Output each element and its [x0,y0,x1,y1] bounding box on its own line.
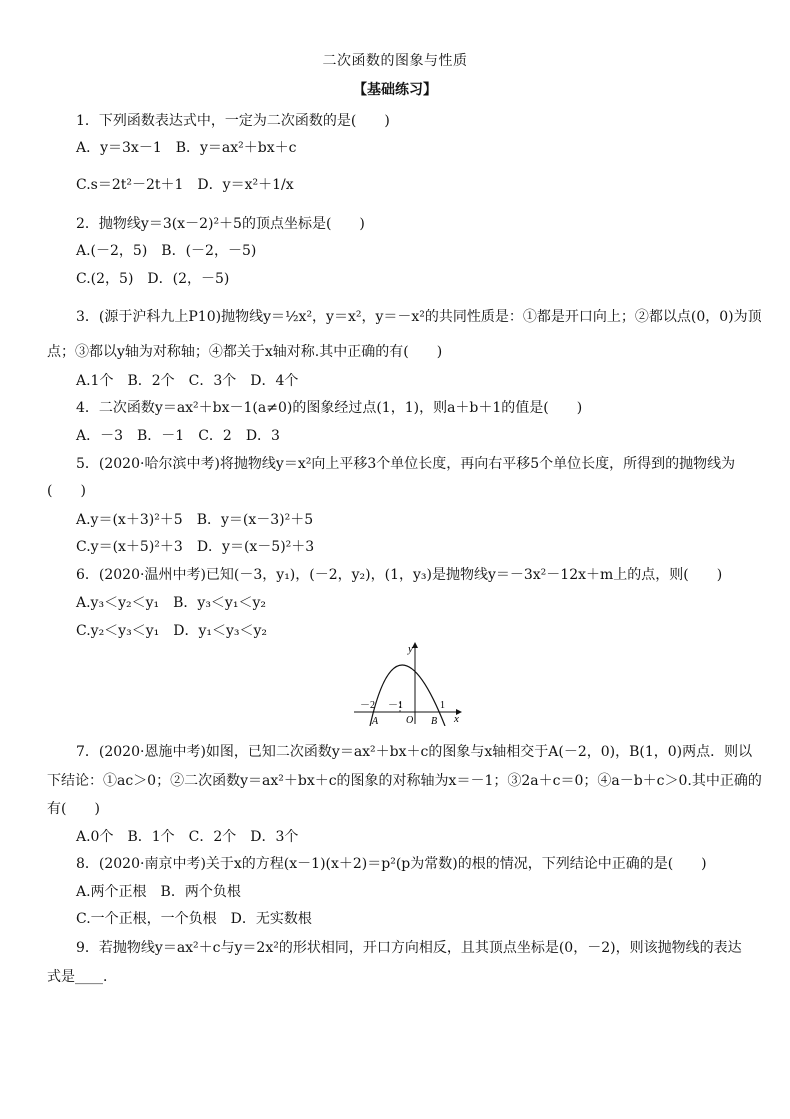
tick-1-label: 1 [440,700,445,711]
y-axis-arrow [412,642,418,648]
question-9: 9．若抛物线y＝ax²＋c与y＝2x²的形状相同，开口方向相反，且其顶点坐标是(0，－2)，则该抛物线的表达 [76,940,742,956]
point-b-label: B [431,716,438,726]
question-9-cont: 式是____． [47,969,117,985]
q1-options-cd: C.s＝2t²－2t＋1 D．y＝x²＋1/x [76,177,294,193]
parabola-graph [352,640,464,726]
question-5-cont: ( ) [47,483,86,499]
question-8: 8．(2020·南京中考)关于x的方程(x－1)(x＋2)＝p²(p为常数)的根的情况，下列结论中正确的是( ) [76,856,707,872]
q8-options-cd: C.一个正根，一个负根 D．无实数根 [76,911,312,927]
question-3: 3．(源于沪科九上P10)抛物线y＝½x²，y＝x²，y＝－x²的共同性质是：①都是开口向上；②都以点(0，0)为顶 [76,309,762,325]
question-7: 7．(2020·恩施中考)如图，已知二次函数y＝ax²＋bx＋c的图象与x轴相交于A(－2，0)，B(1，0)两点．则以 [76,744,753,760]
x-axis-label: x [454,713,459,725]
y-axis-label: y [408,643,413,655]
q6-options-ab: A.y₃＜y₂＜y₁ B．y₃＜y₁＜y₂ [76,595,266,611]
question-7-cont2: 有( ) [47,801,100,817]
origin-label: O [406,715,414,726]
q4-options: A．－3 B．－1 C．2 D．3 [76,428,280,444]
page-title: 二次函数的图象与性质 [322,53,468,69]
q2-options-cd: C.(2，5) D．(2，－5) [76,271,230,287]
q5-options-cd: C.y＝(x＋5)²＋3 D．y＝(x－5)²＋3 [76,539,315,555]
question-7-cont: 下结论：①ac＞0；②二次函数y＝ax²＋bx＋c的图象的对称轴为x＝－1；③2a＋c＝0；④a－b＋c＞0.其中正确的 [47,773,762,789]
q5-options-ab: A.y＝(x＋3)²＋5 B．y＝(x－3)²＋5 [76,512,314,528]
question-1: 1．下列函数表达式中，一定为二次函数的是( ) [76,113,390,129]
q8-options-ab: A.两个正根 B．两个负根 [76,884,241,900]
q2-options-ab: A.(－2，5) B．(－2，－5) [76,243,257,259]
tick-neg2-label: －2 [360,700,375,711]
question-3-cont: 点；③都以y轴为对称轴；④都关于x轴对称.其中正确的有( ) [47,344,443,360]
q3-options: A.1个 B．2个 C．3个 D．4个 [76,373,299,389]
tick-neg1-label: －1 [388,700,403,711]
question-5: 5．(2020·哈尔滨中考)将抛物线y＝x²向上平移3个单位长度，再向右平移5个单位长度，所得到的抛物线为 [76,456,736,472]
point-a-label: A [372,716,379,726]
question-4: 4．二次函数y＝ax²＋bx－1(a≠0)的图象经过点(1，1)，则a＋b＋1的值是( ) [76,400,583,416]
question-6: 6．(2020·温州中考)已知(－3，y₁)，(－2，y₂)，(1，y₃)是抛物线y＝－3x²－12x＋m上的点，则( ) [76,567,723,583]
question-2: 2．抛物线y＝3(x－2)²＋5的顶点坐标是( ) [76,216,365,232]
section-heading: 【基础练习】 [353,82,437,98]
q6-options-cd: C.y₂＜y₃＜y₁ D．y₁＜y₃＜y₂ [76,623,268,639]
q1-options-ab: A．y＝3x－1 B．y＝ax²＋bx＋c [76,140,297,156]
q7-options: A.0个 B．1个 C．2个 D．3个 [76,829,299,845]
